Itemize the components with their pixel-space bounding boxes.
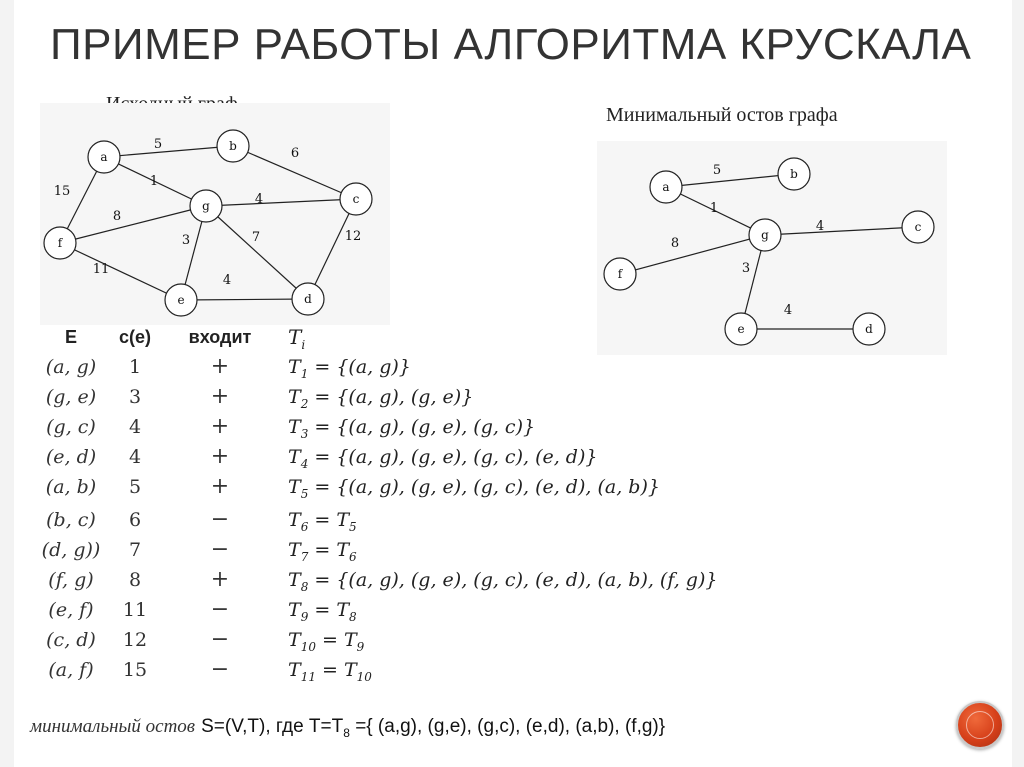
row-edge: (f, g) (48, 569, 94, 591)
orig-edge-c-d (308, 199, 356, 299)
mst-edge-weight-f-g: 8 (670, 236, 680, 251)
orig-node-label-e: e (177, 293, 185, 307)
table-row (30, 595, 770, 625)
header-cost: c(e) (118, 327, 151, 347)
row-cost: 11 (122, 599, 148, 621)
row-tree: $T_{11} = T_{10}$ (288, 659, 372, 684)
row-edge: (e, f) (48, 599, 94, 621)
row-tree: $T_5 = \{(a$, g), (g, e), (g, c), (e, d), (a, b)} (288, 476, 660, 501)
orig-edge-weight-e-d: 4 (222, 273, 232, 288)
row-included: + (210, 474, 230, 499)
left-edge-bar (0, 0, 14, 767)
table-row (30, 655, 770, 685)
table-row (30, 535, 770, 565)
row-included: + (210, 384, 230, 409)
footer-text (201, 716, 666, 740)
mst-node-label-e: e (737, 322, 745, 336)
orig-node-label-b: b (229, 139, 237, 153)
row-tree: $T_1 = \{(a$, g)} (288, 356, 411, 381)
row-included: − (210, 597, 230, 622)
table-row (30, 625, 770, 655)
orig-edge-weight-f-e: 11 (92, 262, 110, 277)
orig-edge-weight-a-b: 5 (153, 137, 163, 152)
row-cost: 4 (128, 416, 142, 438)
row-edge: (g, e) (45, 386, 97, 408)
mst-node-label-c: c (914, 220, 922, 234)
footer-sub: 8 (343, 725, 350, 740)
orig-edge-weight-f-g: 8 (112, 209, 122, 224)
row-included: − (210, 537, 230, 562)
row-cost: 15 (122, 659, 148, 681)
row-cost: 12 (122, 629, 148, 651)
table-row (30, 352, 770, 382)
orig-edge-g-d (206, 206, 308, 299)
footer-part2: ={ (a,g), (g,e), (g,c), (e,d), (a,b), (f,g)} (349, 716, 666, 737)
footer-italic: минимальный остов (30, 716, 196, 737)
logo-badge-ring (966, 711, 994, 739)
mst-edge-g-c (765, 227, 918, 235)
mst-edge-weight-a-g: 1 (709, 201, 719, 216)
row-edge: (e, d) (45, 446, 97, 468)
orig-edge-weight-a-g: 1 (149, 174, 159, 189)
orig-edge-weight-g-c: 4 (254, 192, 264, 207)
row-cost: 3 (128, 386, 142, 408)
header-tree: $T_i$ (288, 325, 306, 352)
orig-node-label-g: g (202, 199, 210, 213)
row-cost: 5 (128, 476, 142, 498)
mst-edge-weight-e-d: 4 (783, 303, 793, 318)
row-included: + (210, 354, 230, 379)
header-edge: E (64, 327, 77, 347)
row-cost: 6 (128, 509, 142, 531)
orig-edge-weight-a-f: 15 (53, 184, 71, 199)
row-tree: $T_2 = \{(a$, g), (g, e)} (288, 386, 474, 411)
row-tree: $T_4 = \{(a$, g), (g, e), (g, c), (e, d)} (288, 446, 598, 471)
mst-node-label-f: f (617, 267, 623, 281)
table-row (30, 472, 770, 502)
logo-badge-icon (956, 701, 1004, 749)
footer-formula (30, 715, 665, 740)
orig-edge-a-b (104, 146, 233, 157)
row-tree: $T_9 = T_8$ (288, 599, 357, 624)
row-included: − (210, 507, 230, 532)
orig-node-label-d: d (304, 292, 312, 306)
mst-edge-weight-g-e: 3 (741, 261, 751, 276)
mst-node-label-a: a (662, 180, 670, 194)
orig-edge-f-e (60, 243, 181, 300)
row-included: + (210, 444, 230, 469)
row-tree: $T_6 = T_5$ (288, 509, 357, 534)
table-row (30, 565, 770, 595)
row-edge: (g, c) (46, 416, 96, 438)
row-edge: (a, g) (45, 356, 97, 378)
original-graph (40, 103, 390, 325)
table-row (30, 442, 770, 472)
row-cost: 8 (128, 569, 142, 591)
mst-edge-weight-g-c: 4 (815, 219, 825, 234)
orig-node-label-f: f (57, 236, 63, 250)
row-tree: $T_3 = \{(a$, g), (g, e), (g, c)} (288, 416, 536, 441)
mst-node-label-d: d (865, 322, 873, 336)
header-included: входит (188, 327, 252, 347)
page-title: ПРИМЕР РАБОТЫ АЛГОРИТМА КРУСКАЛА (50, 20, 972, 69)
table-row (30, 505, 770, 535)
row-edge: (d, g)) (41, 539, 101, 561)
row-tree: $T_{10} = T_9$ (288, 629, 365, 654)
mst-graph-caption: Минимальный остов графа (606, 104, 838, 126)
row-edge: (b, c) (46, 509, 96, 531)
mst-node-label-b: b (790, 167, 798, 181)
row-tree: $T_8 = \{(a$, g), (g, e), (g, c), (e, d), (a, b), (f, g)} (288, 569, 718, 594)
row-cost: 4 (128, 446, 142, 468)
right-edge-bar (1012, 0, 1024, 767)
orig-node-label-a: a (100, 150, 108, 164)
orig-edge-e-d (181, 299, 308, 300)
row-edge: (a, f) (48, 659, 94, 681)
orig-edge-weight-g-d: 7 (251, 230, 261, 245)
row-included: − (210, 657, 230, 682)
table-row (30, 382, 770, 412)
orig-edge-weight-c-d: 12 (344, 229, 362, 244)
mst-node-label-g: g (761, 228, 769, 242)
mst-edge-a-b (666, 174, 794, 187)
row-cost: 7 (128, 539, 142, 561)
row-included: + (210, 414, 230, 439)
mst-edge-weight-a-b: 5 (712, 163, 722, 178)
row-tree: $T_7 = T_6$ (288, 539, 357, 564)
table-row (30, 412, 770, 442)
orig-edge-weight-b-c: 6 (290, 146, 300, 161)
row-included: − (210, 627, 230, 652)
row-edge: (c, d) (46, 629, 96, 651)
orig-node-label-c: c (352, 192, 360, 206)
original-graph-panel (40, 103, 390, 325)
footer-part1: S=(V,T), где T=T (201, 716, 344, 737)
table-header-row (30, 322, 770, 352)
row-included: + (210, 567, 230, 592)
orig-edge-g-c (206, 199, 356, 206)
row-cost: 1 (128, 356, 142, 378)
orig-edge-weight-g-e: 3 (181, 233, 191, 248)
row-edge: (a, b) (45, 476, 97, 498)
